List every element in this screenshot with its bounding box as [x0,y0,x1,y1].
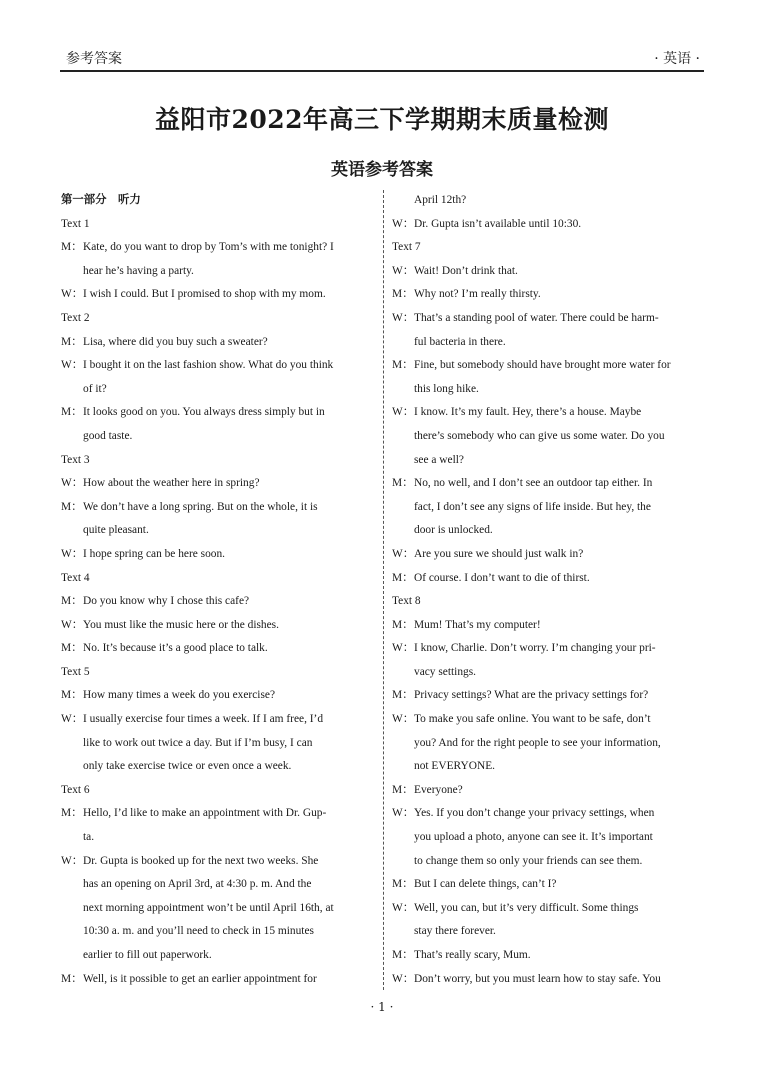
dialogue-continuation: door is unlocked. [414,524,493,537]
dialogue-text: Privacy settings? What are the privacy settings for? [414,689,649,702]
text-label: Text 8 [392,595,421,608]
dialogue-line [61,590,374,614]
left-column [61,189,374,991]
text-label: Text 3 [61,453,90,466]
header-left-label: 参考答案 [66,51,122,67]
dialogue-text: Why not? I’m really thirsty. [414,288,541,301]
dialogue-text: I wish I could. But I promised to shop with my mom. [83,288,326,301]
speaker-label: M： [61,642,83,655]
dialogue-line [392,637,705,661]
speaker-label: M： [392,359,414,372]
dialogue-line [61,708,374,732]
dialogue-text: It looks good on you. You always dress simply but in [83,406,325,419]
dialogue-continuation: next morning appointment won’t be until April 16th, at [83,901,334,914]
dialogue-continuation: vacy settings. [414,665,477,678]
dialogue-text: Are you sure we should just walk in? [414,547,584,560]
dialogue-continuation: hear he’s having a party. [83,264,194,277]
dialogue-line [61,331,374,355]
speaker-label: M： [61,335,83,348]
speaker-label: W： [392,807,415,820]
speaker-label: M： [392,949,414,961]
speaker-label: W： [392,713,415,726]
dialogue-line [61,236,374,260]
dialogue-text: I hope spring can be here soon. [83,547,226,560]
text-label: Text 4 [61,571,90,584]
speaker-label: W： [392,264,415,277]
dialogue-continuation: good taste. [83,429,133,442]
dialogue-continuation: stay there forever. [414,925,496,938]
speaker-label: W： [392,642,415,655]
dialogue-line [392,968,705,992]
dialogue-continuation: you upload a photo, anyone can see it. It’s important [414,831,653,844]
dialogue-text: We don’t have a long spring. But on the whole, it is [83,500,318,513]
dialogue-text: Don’t worry, but you must learn how to stay safe. You [414,972,661,985]
speaker-label: M： [61,689,83,702]
dialogue-continuation: ful bacteria in there. [414,335,506,348]
dialogue-line [392,213,705,237]
dialogue-line [61,283,374,307]
speaker-label: W： [61,359,84,372]
speaker-label: W： [61,288,84,301]
dialogue-continuation: see a well? [414,453,464,466]
speaker-label: M： [61,500,83,513]
dialogue-text: Hello, I’d like to make an appointment with Dr. Gup- [83,807,327,820]
dialogue-line [392,543,705,567]
speaker-label: W： [392,972,415,985]
dialogue-line [61,496,374,520]
speaker-label: M： [392,288,414,301]
section-heading: 第一部分 听力 [61,194,141,206]
dialogue-continuation: fact, I don’t see any signs of life inside. But hey, the [414,500,651,513]
dialogue-continuation: 10:30 a. m. and you’ll need to check in 15 minutes [83,925,314,938]
page-number: · 1 · [370,1000,394,1014]
dialogue-text: Do you know why I chose this cafe? [83,595,250,608]
speaker-label: W： [61,713,84,726]
page-header [60,44,704,72]
dialogue-text: Dr. Gupta isn’t available until 10:30. [414,217,582,230]
text-label: Text 6 [61,783,90,796]
dialogue-line [61,802,374,826]
dialogue-text: Mum! That’s my computer! [414,618,541,631]
dialogue-line [392,873,705,897]
dialogue-line [61,968,374,992]
speaker-label: M： [61,972,83,985]
header-subject-label: · 英语 · [654,51,700,67]
dialogue-text: No, no well, and I don’t see an outdoor tap either. In [414,477,653,490]
speaker-label: M： [61,406,83,419]
speaker-label: W： [392,311,415,324]
dialogue-text: That’s a standing pool of water. There could be harm- [414,311,659,324]
speaker-label: W： [61,618,84,631]
speaker-label: M： [392,618,414,631]
dialogue-line [61,543,374,567]
dialogue-text: I bought it on the last fashion show. What do you think [83,359,334,372]
dialogue-line [61,684,374,708]
dialogue-text: Fine, but somebody should have brought more water for [414,359,671,372]
speaker-label: M： [61,807,83,820]
right-column [392,189,705,991]
speaker-label: M： [392,783,414,796]
speaker-label: W： [392,217,415,230]
page-subtitle: 英语参考答案 [331,160,433,180]
dialogue-line [61,354,374,378]
dialogue-text: That’s really scary, Mum. [414,949,531,961]
speaker-label: W： [392,547,415,560]
dialogue-line [392,401,705,425]
dialogue-line [392,708,705,732]
dialogue-continuation: to change them so only your friends can see them. [414,854,643,867]
speaker-label: M： [392,571,414,584]
dialogue-line [392,307,705,331]
dialogue-continuation: April 12th? [414,194,467,206]
dialogue-line [61,401,374,425]
dialogue-continuation: like to work out twice a day. But if I’m busy, I can [83,736,313,749]
column-divider [383,190,384,990]
speaker-label: W： [61,854,84,867]
dialogue-line [392,614,705,638]
dialogue-text: No. It’s because it’s a good place to talk. [83,642,268,655]
text-label: Text 2 [61,311,90,324]
dialogue-text: Yes. If you don’t change your privacy settings, when [414,807,655,820]
speaker-label: W： [61,477,84,490]
dialogue-continuation: this long hike. [414,382,479,395]
page-title: 益阳市2022年高三下学期期末质量检测 [154,105,610,134]
speaker-label: W： [392,406,415,419]
dialogue-continuation: ta. [83,831,95,844]
dialogue-line [392,567,705,591]
dialogue-line [61,472,374,496]
dialogue-line [392,472,705,496]
dialogue-text: You must like the music here or the dishes. [83,618,279,631]
speaker-label: M： [61,595,83,608]
dialogue-line [61,614,374,638]
dialogue-text: To make you safe online. You want to be safe, don’t [414,713,651,726]
dialogue-line [392,802,705,826]
speaker-label: M： [392,477,414,490]
dialogue-text: I know, Charlie. Don’t worry. I’m changing your pri- [414,642,656,655]
dialogue-text: Kate, do you want to drop by Tom’s with me tonight? I [83,241,334,254]
dialogue-text: Well, is it possible to get an earlier appointment for [83,972,317,985]
dialogue-text: I know. It’s my fault. Hey, there’s a house. Maybe [414,406,642,419]
dialogue-line [61,637,374,661]
speaker-label: W： [392,901,415,914]
dialogue-continuation: you? And for the right people to see your information, [414,736,661,749]
dialogue-line [392,779,705,803]
dialogue-text: How many times a week do you exercise? [83,689,275,702]
dialogue-text: Lisa, where did you buy such a sweater? [83,335,268,348]
text-label: Text 7 [392,241,421,254]
dialogue-text: Of course. I don’t want to die of thirst. [414,571,590,584]
speaker-label: M： [392,878,414,891]
dialogue-text: How about the weather here in spring? [83,477,260,490]
dialogue-continuation: there’s somebody who can give us some water. Do you [414,429,665,442]
dialogue-text: Wait! Don’t drink that. [414,264,518,277]
dialogue-text: Everyone? [414,783,463,796]
dialogue-continuation: has an opening on April 3rd, at 4:30 p. m. And the [83,878,312,891]
dialogue-text: I usually exercise four times a week. If I am free, I’d [83,713,324,726]
dialogue-line [392,283,705,307]
dialogue-text: Well, you can, but it’s very difficult. Some things [414,901,639,914]
dialogue-continuation: of it? [83,382,107,395]
dialogue-line [392,944,705,968]
dialogue-line [392,684,705,708]
dialogue-continuation: not EVERYONE. [414,760,495,773]
dialogue-continuation: quite pleasant. [83,524,149,537]
dialogue-line [392,260,705,284]
speaker-label: W： [61,547,84,560]
text-label: Text 1 [61,217,90,230]
dialogue-line [392,354,705,378]
dialogue-continuation: earlier to fill out paperwork. [83,949,212,961]
dialogue-line [392,897,705,921]
text-label: Text 5 [61,665,90,678]
dialogue-line [61,850,374,874]
dialogue-text: Dr. Gupta is booked up for the next two weeks. She [83,854,319,867]
speaker-label: M： [61,241,83,254]
speaker-label: M： [392,689,414,702]
dialogue-text: But I can delete things, can’t I? [414,878,557,891]
dialogue-continuation: only take exercise twice or even once a week. [83,760,292,773]
